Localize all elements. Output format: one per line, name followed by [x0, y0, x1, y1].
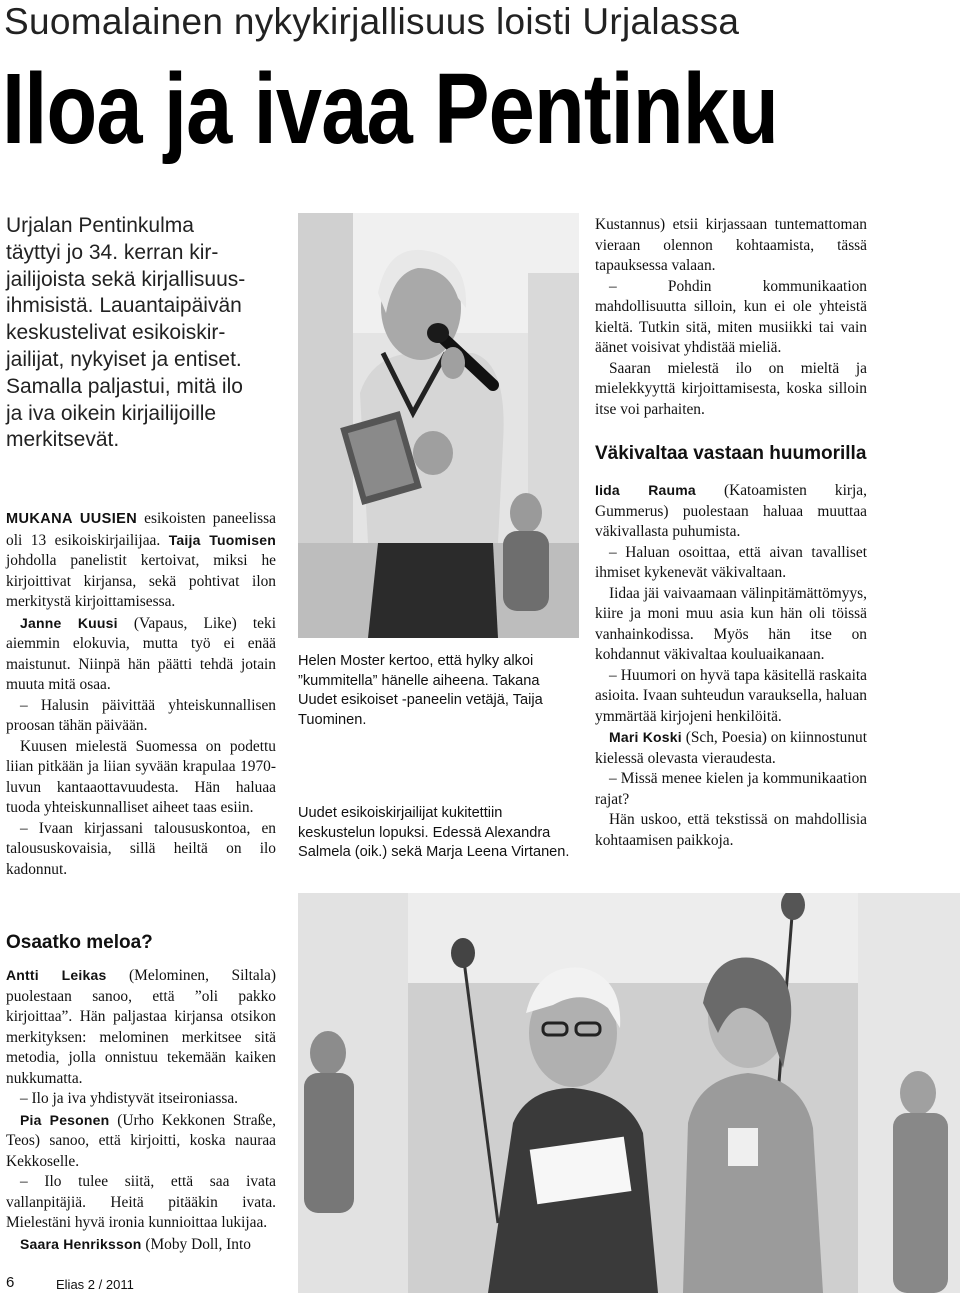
quote: – Pohdin kommunikaation mahdollisuutta silloin, kun ei ole yhteistä kieltä. Tutkin sitä, miten musiikki tai vain äänet voisivat yhdistää mieliä.: [595, 277, 867, 356]
column-1: [6, 509, 276, 880]
speaker-illustration: [298, 213, 579, 638]
subheading: Väkivaltaa vastaan huumorilla: [595, 443, 867, 464]
photo-caption-1: Helen Moster kertoo, että hylky alkoi ”kummitella” hänelle aiheena. Takana Uudet esikoiset -paneelin vetäjä, Taija Tuominen.: [298, 653, 543, 728]
crowd-illustration: [298, 893, 960, 1293]
kicker-title: Suomalainen nykykirjallisuus loisti Urjalassa: [4, 1, 740, 42]
quote: – Missä menee kielen ja kommunikaation rajat?: [595, 770, 867, 808]
quote: – Ilo tulee siitä, että saa ivata vallanpitäjiä. Heitä pitääkin ivata. Mielestäni hyvä ironia kunnioittaa lukijaa.: [6, 1173, 276, 1231]
person-name: Saara Henriksson: [20, 1235, 142, 1252]
person-name: Taija Tuomisen: [168, 531, 276, 548]
body-text: Kuusen mielestä Suomessa on podettu liian pitkään ja liian syvään krapulaa 1970-luvun kantaaottavuudesta. Hän haluaa tuoda yhteiskunnalliset aiheet taas esiin.: [6, 737, 276, 816]
subheading: Osaatko meloa?: [6, 932, 153, 953]
lead-line: merkitsevät.: [6, 428, 120, 452]
body-text: Hän uskoo, että tekstissä on mahdollisia kohtaamisen paikkoja.: [595, 811, 867, 849]
lead-line: jailijat, nykyiset ja entiset.: [6, 347, 242, 371]
lead-in-caps: MUKANA UUSIEN: [6, 511, 138, 527]
lead-line: jailijoista sekä kirjallisuus-: [6, 267, 246, 291]
crowd-photo: [298, 893, 960, 1293]
body-text: Iidaa jäi vaivaamaan välinpitämättömyys, kiire ja moni muu asia kun hän oli töissä vanhainkodissa. Myös hän itse on kohdannut väkivaltaa kouluaikanaan.: [595, 584, 867, 663]
body-text: (Vapaus, Like) teki aiemmin elokuvia, mutta työ ei enää maistunut. Niinpä hän päätti tehdä jotain muuta mitä osaa.: [6, 614, 276, 693]
body-text: (Melominen, Siltala) puolestaan sanoo, että ”oli pakko kirjoittaa”. Hän paljastaa kirjansa otsikon merkityksen: melominen merkitsee sitä metodia, jolla onnistuu tekemään kaiken nukkumatta.: [6, 967, 276, 1087]
lead-line: täyttyi jo 34. kerran kir-: [6, 240, 219, 264]
lead-line: Urjalan Pentinkulma: [6, 214, 194, 237]
person-name: Antti Leikas: [6, 967, 107, 983]
column-3: [595, 215, 867, 851]
lead-line: keskustelivat esikoiskir-: [6, 321, 226, 345]
page-number: 6: [6, 1274, 15, 1291]
quote: – Haluan osoittaa, että aivan tavalliset ihmiset kykenevät väkivaltaan.: [595, 543, 867, 581]
issue-label: Elias 2 / 2011: [56, 1277, 134, 1292]
person-name: Mari Koski: [609, 729, 682, 745]
body-text: (Urho Kekkonen Straße, Teos) sanoo, että kirjoitti, koska nauraa Kekkoselle.: [6, 1111, 276, 1170]
quote: – Ilo ja iva yhdistyvät itseironiassa.: [20, 1090, 238, 1107]
headline: Iloa ja ivaa Pentinku: [2, 53, 778, 165]
speaker-photo: [298, 213, 579, 638]
body-text: Kustannus) etsii kirjassaan tuntemattoman vieraan olennon kohtaamista, tässä tapauksessa valaan.: [595, 216, 867, 274]
lead-line: ihmisistä. Lauantaipäivän: [6, 294, 242, 318]
person-name: Pia Pesonen: [20, 1111, 110, 1128]
body-text: esikoisten paneelissa oli 13 esikoiskirjailijaa.: [6, 510, 276, 549]
lead-line: ja iva oikein kirjailijoille: [6, 401, 217, 425]
body-text: Saaran mielestä ilo on mieltä ja mielekkyyttä kirjoittamisesta, koska silloin itse voi parhaiten.: [595, 359, 867, 418]
person-name: Janne Kuusi: [20, 614, 118, 631]
lead-line: Samalla paljastui, mitä ilo: [6, 374, 243, 398]
photo-caption-2: Uudet esikoiskirjailijat kukitettiin keskustelun lopuksi. Edessä Alexandra Salmela (oik.) sekä Marja Leena Virtanen.: [298, 805, 570, 860]
body-text: (Katoamisten kirja, Gummerus) puolestaan haluaa muuttaa väkivallasta puhumista.: [595, 482, 867, 540]
quote: – Huumori on hyvä tapa käsitellä raskaita asioita. Ivaan suhteudun varauksella, haluan ymmärtää kirjojeni henkilöitä.: [595, 666, 867, 725]
lead-paragraph: [6, 213, 276, 454]
person-name: Iida Rauma: [595, 482, 696, 498]
sidebar-section: [6, 931, 276, 1255]
quote: – Ivaan kirjassani taloususkontoa, en taloususkovaisia, sillä heiltä on ilo kadonnut.: [6, 819, 276, 878]
quote: – Halusin päivittää yhteiskunnallisen proosan tähän päivään.: [6, 696, 276, 734]
body-text: (Sch, Poesia) on kiinnostunut kielessä olevasta vieraudesta.: [595, 729, 867, 767]
body-text: johdolla panelistit kertoivat, miksi he kirjoittivat kirjansa, sekä pohtivat ilon merkitystä kirjoittamisessa.: [6, 552, 276, 610]
body-text: (Moby Doll, Into: [141, 1235, 251, 1253]
